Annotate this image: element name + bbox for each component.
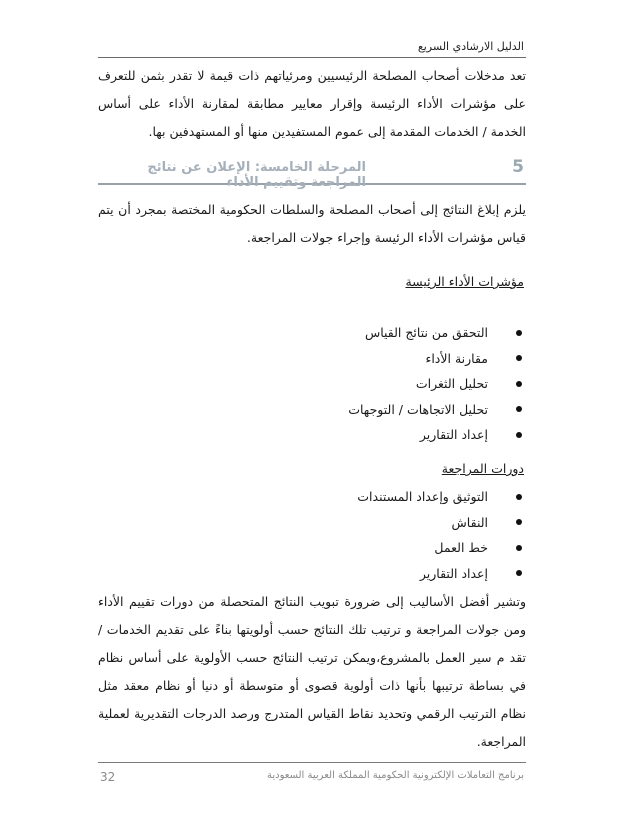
- list-item: [357, 535, 526, 561]
- list-item-text: مقارنة الأداء: [425, 350, 488, 366]
- closing-paragraph: وتشير أفضل الأساليب إلى ضرورة تبويب النتائج المتحصلة من دورات تقييم الأداء ومن جولات المراجعة و ترتيب تلك النتائج حسب أولويتها بناءً على تقديم الخدمات / تقد م سير العمل بالمشروع،ويمكن ترتيب النتائج حسب الأولوية على أساس نظام في بساطة ترتيبها بأنها ذات أولوية قصوى أو متوسطة أو دنيا أو نظام معقد مثل نظام الترتيب الرقمي وتحديد نقاط القياس المتدرج ورصد الدرجات التقديرية لعملية المراجعة.: [98, 594, 526, 749]
- list-item: [348, 320, 526, 346]
- bullet-icon: [516, 545, 522, 551]
- list-item-text: إعداد التقارير: [419, 427, 488, 443]
- section-title: المرحلة الخامسة: الإعلان عن نتائج المراجعة وتقييم الأداء: [147, 160, 366, 190]
- header-divider: [98, 57, 526, 58]
- list-item-text: النقاش: [451, 514, 488, 530]
- bullet-icon: [516, 519, 522, 525]
- kpi-list: [348, 320, 526, 448]
- section-number: 5: [512, 157, 524, 177]
- list-item: [348, 422, 526, 448]
- bullet-icon: [516, 330, 522, 336]
- bullet-icon: [516, 355, 522, 361]
- list-item: [357, 510, 526, 536]
- footer-divider: [98, 762, 526, 763]
- list-item-text: تحليل الاتجاهات / التوجهات: [348, 401, 488, 417]
- bullet-icon: [516, 494, 522, 500]
- list-item: [357, 561, 526, 587]
- list-item-text: خط العمل: [434, 540, 488, 556]
- review-cycles-list: [357, 484, 526, 586]
- list-item-text: إعداد التقارير: [419, 565, 488, 581]
- running-header: الدليل الارشادي السريع: [417, 40, 524, 53]
- page-number: 32: [100, 770, 116, 784]
- list-item: [348, 397, 526, 423]
- review-cycles-subheading: دورات المراجعة: [441, 461, 524, 476]
- kpi-subheading: مؤشرات الأداء الرئيسة: [405, 274, 524, 289]
- footer-title: برنامج التعاملات الإلكترونية الحكومية المملكة العربية السعودية: [267, 770, 524, 781]
- section-paragraph: يلزم إبلاغ النتائج إلى أصحاب المصلحة والسلطات الحكومية المختصة بمجرد أن يتم قياس مؤشرات الأداء الرئيسة وإجراء جولات المراجعة.: [98, 202, 526, 245]
- bullet-icon: [516, 432, 522, 438]
- section-heading: [98, 157, 526, 190]
- list-item: [357, 484, 526, 510]
- list-item-text: التوثيق وإعداد المستندات: [357, 489, 488, 505]
- list-item: [348, 346, 526, 372]
- list-item: [348, 371, 526, 397]
- bullet-icon: [516, 381, 522, 387]
- bullet-icon: [516, 406, 522, 412]
- list-item-text: التحقق من نتائج القياس: [364, 325, 488, 341]
- intro-paragraph: تعد مدخلات أصحاب المصلحة الرئيسيين ومرئياتهم ذات قيمة لا تقدر بثمن للتعرف على مؤشرات الأداء الرئيسة وإقرار معايير مطابقة لمقارنة الأداء على أساس الخدمة / الخدمات المقدمة إلى عموم المستفيدين منها أو المستهدفين بها.: [98, 68, 526, 139]
- list-item-text: تحليل الثغرات: [415, 376, 488, 392]
- bullet-icon: [516, 570, 522, 576]
